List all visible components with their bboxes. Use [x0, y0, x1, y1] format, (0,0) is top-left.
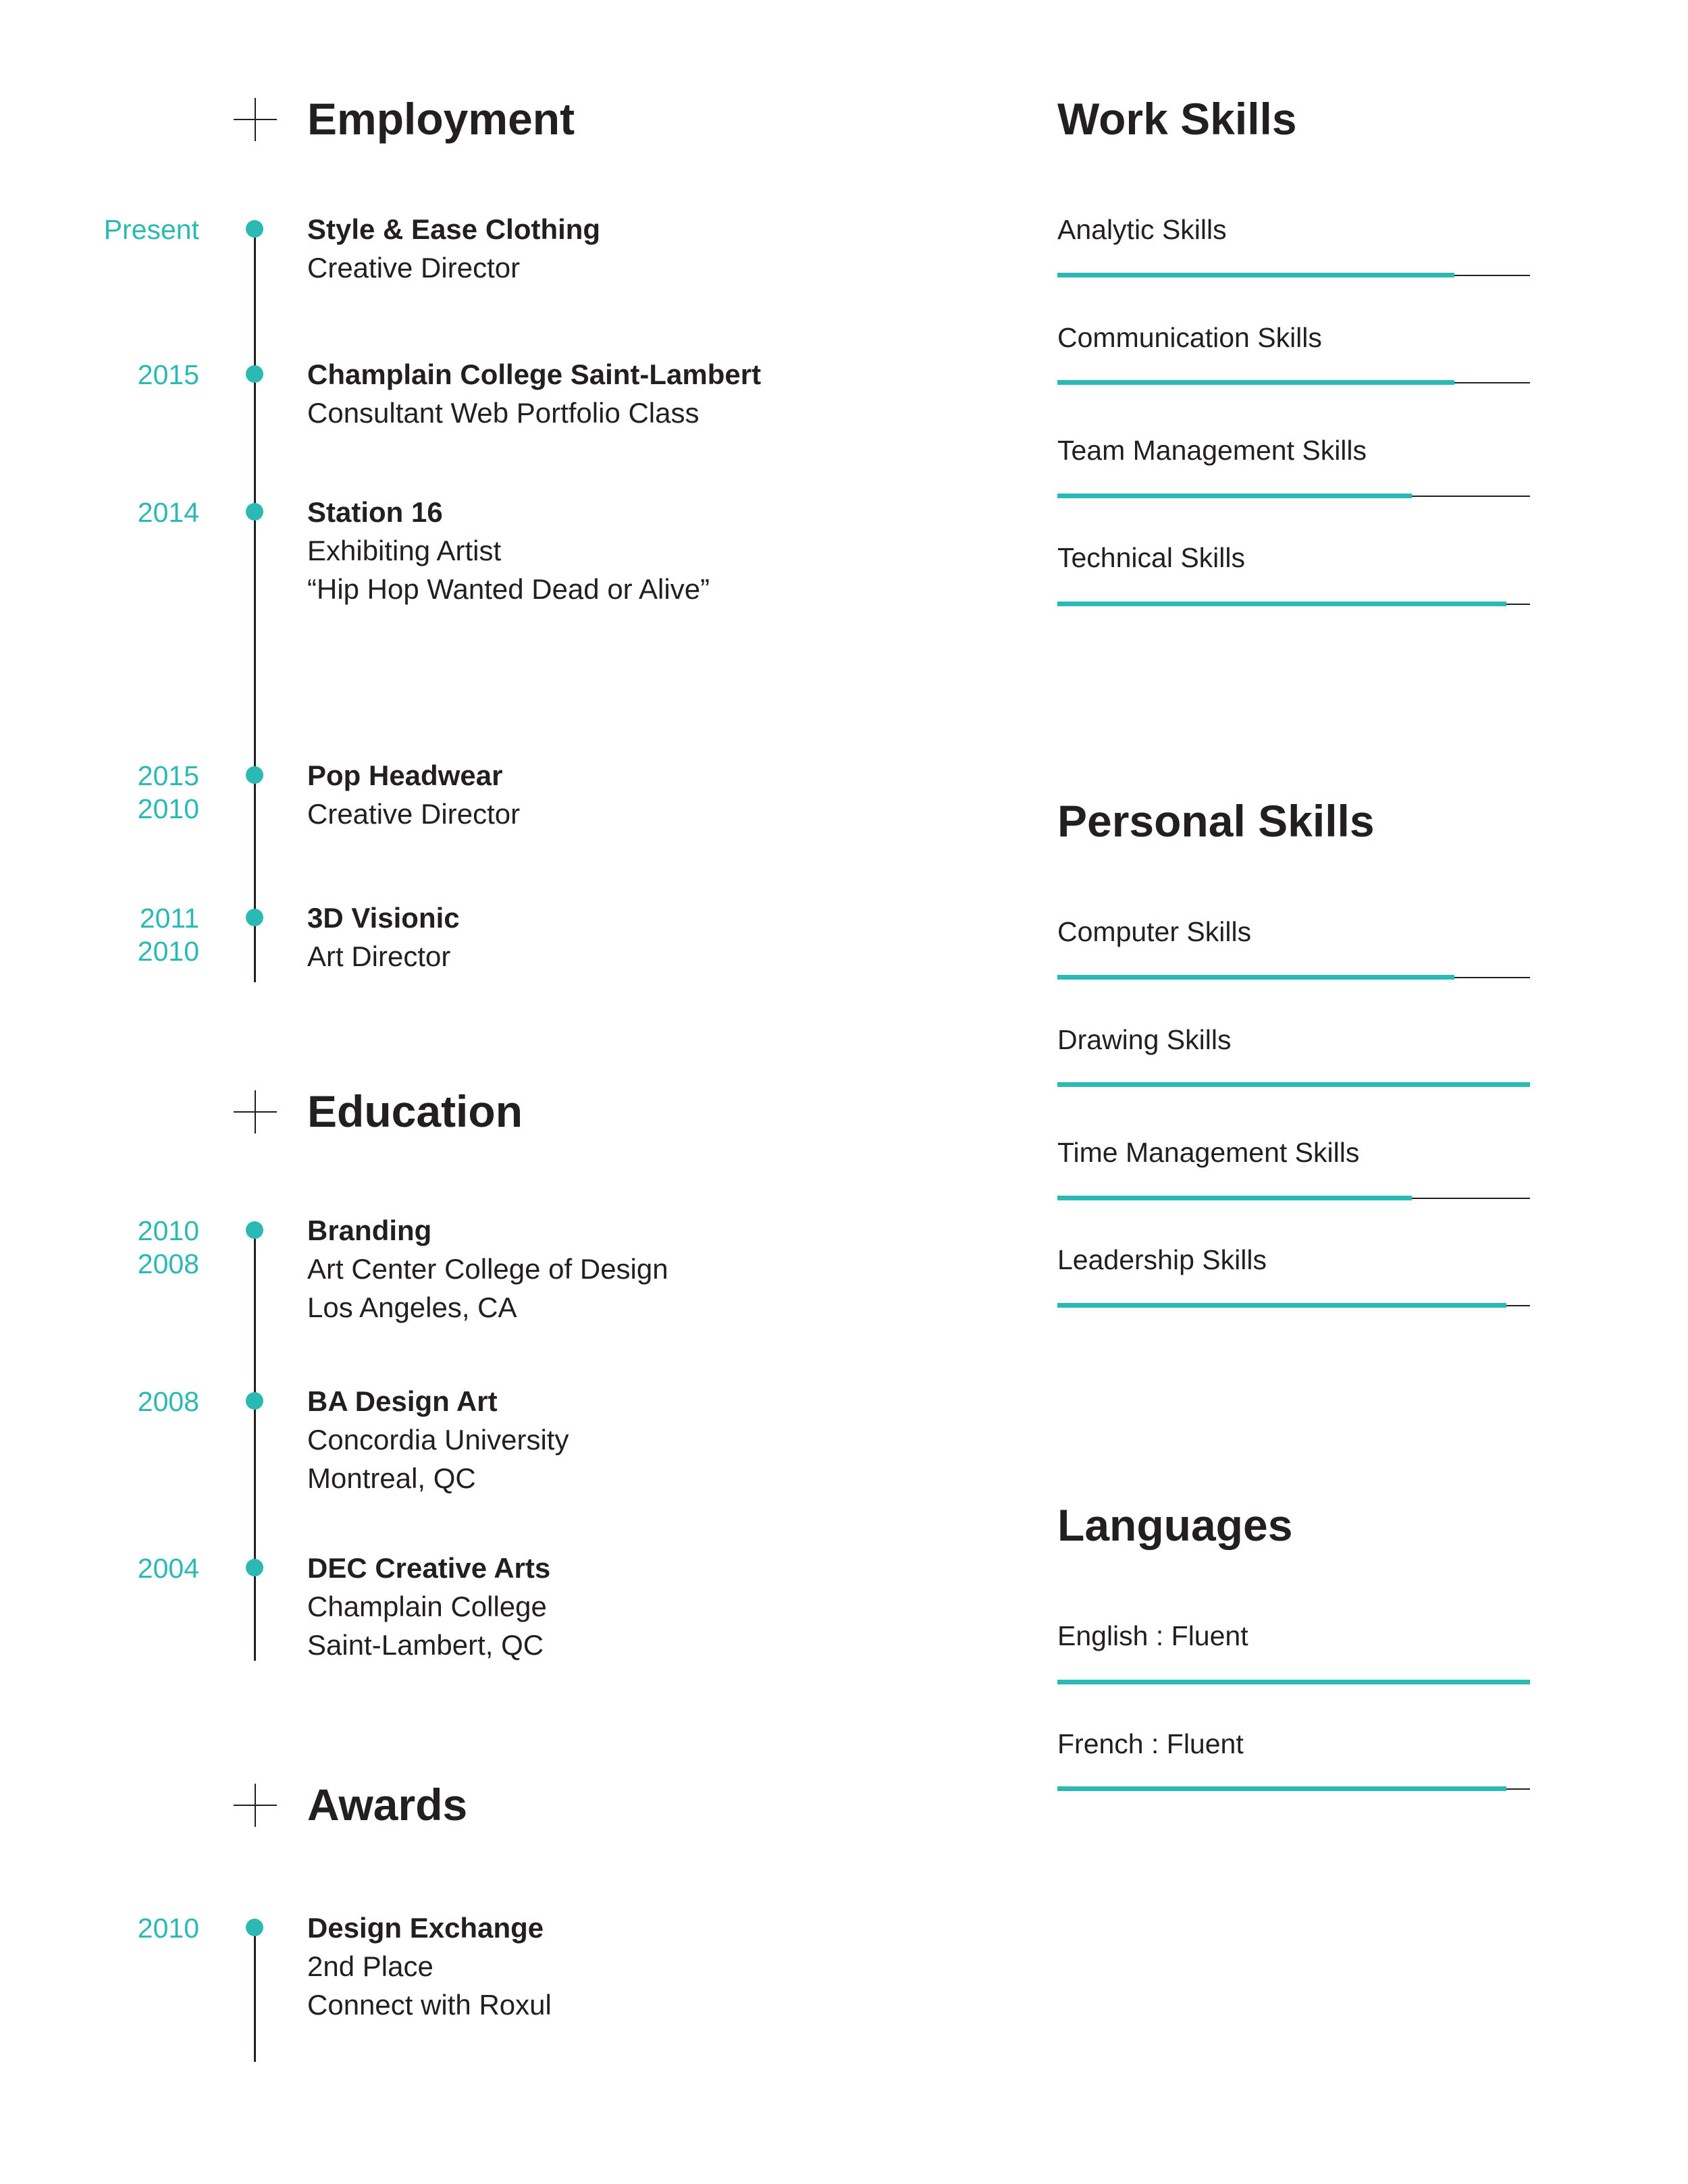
employment-entry: [307, 899, 460, 976]
education-entry: [307, 1382, 569, 1497]
entry-date: 2011 2010: [137, 903, 199, 967]
skill-label: Team Management Skills: [1057, 435, 1367, 466]
skill-bar-fill: [1057, 1303, 1506, 1308]
timeline-dot: [246, 365, 263, 383]
skill-bar: [1057, 273, 1530, 277]
skill-label: Computer Skills: [1057, 916, 1252, 947]
skill-label: Communication Skills: [1057, 322, 1322, 353]
entry-title: Champlain College Saint-Lambert: [307, 358, 762, 390]
skill-bar-fill: [1057, 602, 1506, 606]
entry-date: 2015: [137, 359, 199, 390]
education-entry: [307, 1211, 668, 1327]
entry-line: “Hip Hop Wanted Dead or Alive”: [307, 573, 710, 605]
entry-line: 2nd Place: [307, 1950, 433, 1982]
skill-bar: [1057, 975, 1530, 980]
skill-bar: [1057, 494, 1530, 498]
entry-date: 2010 2008: [137, 1215, 199, 1279]
entry-line: Art Director: [307, 940, 451, 972]
entry-line: Los Angeles, CA: [307, 1291, 517, 1323]
skill-label: Analytic Skills: [1057, 214, 1227, 245]
language-label: English : Fluent: [1057, 1620, 1248, 1651]
education-heading: Education: [307, 1086, 523, 1136]
entry-title: BA Design Art: [307, 1385, 498, 1417]
skill-bar-fill: [1057, 1082, 1530, 1087]
skill-bar: [1057, 1303, 1530, 1308]
entry-line: Connect with Roxul: [307, 1989, 552, 2021]
entry-title: 3D Visionic: [307, 902, 460, 934]
entry-date: 2015 2010: [137, 760, 199, 824]
education-plus-icon: [234, 1090, 277, 1134]
employment-entry: [307, 210, 600, 287]
entry-title: Design Exchange: [307, 1912, 544, 1944]
entry-line: Art Center College of Design: [307, 1253, 668, 1285]
entry-line: Consultant Web Portfolio Class: [307, 397, 700, 429]
languages-heading: Languages: [1057, 1500, 1293, 1550]
employment-entry: [307, 493, 710, 608]
skill-bar-fill: [1057, 975, 1454, 980]
language-bar-fill: [1057, 1680, 1530, 1684]
entry-line: Exhibiting Artist: [307, 535, 502, 566]
timeline-dot: [246, 909, 263, 926]
timeline-dot: [246, 1221, 263, 1239]
personal-skills-heading: Personal Skills: [1057, 796, 1375, 846]
awards-timeline: [254, 1927, 256, 2062]
entry-date: 2008: [137, 1386, 199, 1417]
entry-title: Branding: [307, 1215, 432, 1246]
skill-bar: [1057, 380, 1530, 385]
entry-line: Concordia University: [307, 1424, 569, 1456]
skill-bar-fill: [1057, 273, 1454, 277]
language-label: French : Fluent: [1057, 1728, 1244, 1759]
timeline-dot: [246, 766, 263, 784]
skill-label: Time Management Skills: [1057, 1137, 1360, 1168]
skill-label: Technical Skills: [1057, 542, 1245, 573]
education-entry: [307, 1549, 550, 1664]
timeline-dot: [246, 1919, 263, 1936]
work-skills-heading: Work Skills: [1057, 94, 1297, 144]
skill-label: Drawing Skills: [1057, 1024, 1232, 1055]
entry-date: Present: [103, 214, 199, 245]
entry-date: 2010: [137, 1913, 199, 1944]
entry-line: Saint-Lambert, QC: [307, 1629, 544, 1661]
employment-plus-icon: [234, 98, 277, 141]
skill-bar-fill: [1057, 494, 1412, 498]
entry-line: Creative Director: [307, 252, 521, 284]
entry-date: 2014: [137, 497, 199, 528]
employment-entry: [307, 355, 761, 432]
skill-bar-fill: [1057, 1196, 1412, 1200]
skill-label: Leadership Skills: [1057, 1244, 1267, 1275]
awards-heading: Awards: [307, 1780, 468, 1830]
entry-title: Pop Headwear: [307, 760, 503, 791]
entry-title: Station 16: [307, 496, 443, 528]
entry-date: 2004: [137, 1553, 199, 1584]
entry-title: DEC Creative Arts: [307, 1552, 551, 1584]
employment-entry: [307, 756, 520, 833]
language-bar: [1057, 1680, 1530, 1684]
entry-title: Style & Ease Clothing: [307, 213, 601, 245]
skill-bar: [1057, 1082, 1530, 1087]
skill-bar: [1057, 602, 1530, 606]
skill-bar-fill: [1057, 380, 1454, 385]
employment-timeline: [254, 228, 256, 982]
timeline-dot: [246, 503, 263, 521]
timeline-dot: [246, 220, 263, 238]
entry-line: Champlain College: [307, 1591, 547, 1622]
language-bar-fill: [1057, 1786, 1506, 1791]
education-timeline: [254, 1229, 256, 1661]
award-entry: [307, 1909, 552, 2024]
employment-heading: Employment: [307, 94, 575, 144]
awards-plus-icon: [234, 1784, 277, 1827]
entry-line: Creative Director: [307, 798, 521, 830]
entry-line: Montreal, QC: [307, 1462, 476, 1494]
timeline-dot: [246, 1392, 263, 1410]
skill-bar: [1057, 1196, 1530, 1200]
language-bar: [1057, 1786, 1530, 1791]
timeline-dot: [246, 1559, 263, 1576]
